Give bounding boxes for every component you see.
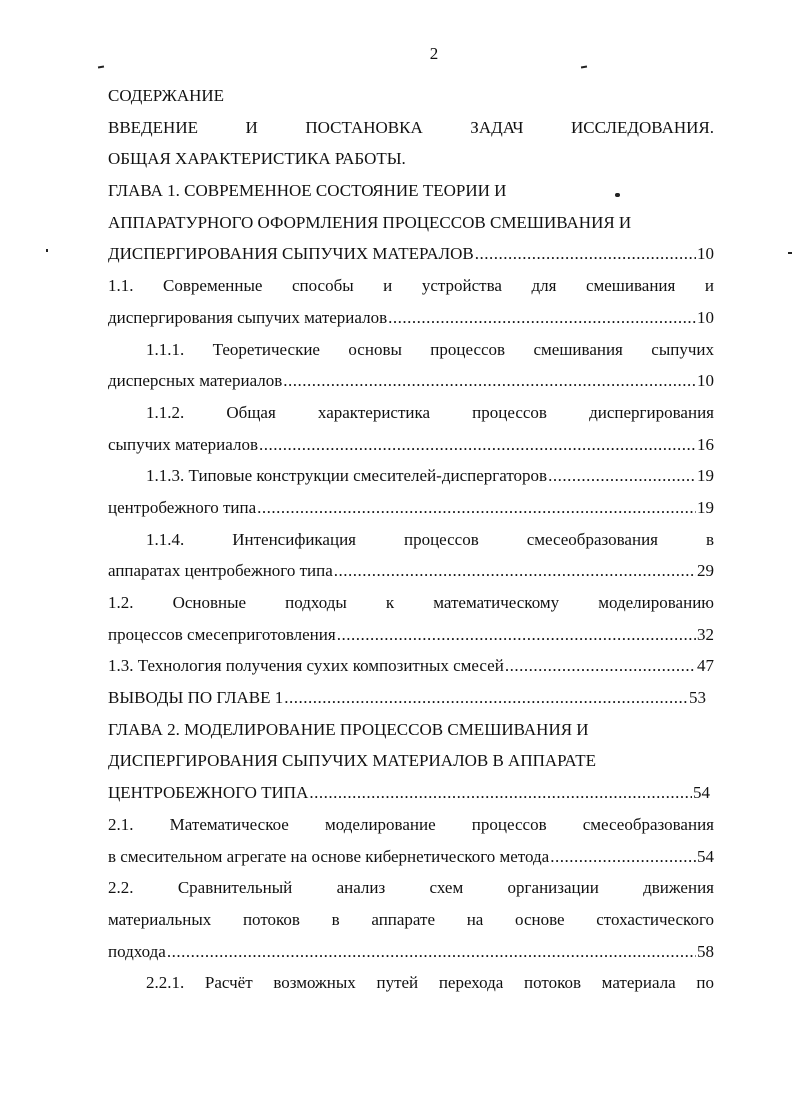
toc-line [108,587,714,619]
toc-entry-page: 10 [697,371,714,391]
toc-line [108,872,714,904]
toc-line-text: 1.1.1. Теоретические основы процессов смешивания сыпучих [146,339,714,359]
toc-entry [108,302,714,334]
toc-entry-page: 10 [697,307,714,327]
toc-line-text: 2.2.1. Расчёт возможных путей перехода потоков материала по [146,973,714,993]
scan-speck [46,249,48,252]
page-number: 2 [429,44,439,63]
toc-line-text: ГЛАВА 1. СОВРЕМЕННОЕ СОСТОЯНИЕ ТЕОРИИ И [108,181,507,201]
toc-entry [108,777,714,809]
toc-entry-text: ДИСПЕРГИРОВАНИЯ СЫПУЧИХ МАТЕРАЛОВ [108,244,474,264]
toc-entry [108,555,714,587]
toc-entry-page: 16 [697,434,714,454]
toc-entry-page: 19 [697,466,714,486]
scan-speck [98,65,104,68]
toc-entry [108,841,714,873]
toc-line [108,904,714,936]
toc-entry [108,619,714,651]
toc-line [108,334,714,366]
dot-leader [167,936,696,968]
toc-line-text: 2.1. Математическое моделирование процессов смесеобразования [108,814,714,834]
toc-entry [108,238,714,270]
dot-leader [334,555,696,587]
toc-entry-text: 1.3. Технология получения сухих композитных смесей [108,656,504,676]
toc-line-text: 1.1.4. Интенсификация процессов смесеобразования в [146,529,714,549]
toc-entry-page: 54 [697,846,714,866]
toc-entry [108,429,714,461]
scan-speck [788,252,792,254]
toc-line [108,524,714,556]
toc-line [108,270,714,302]
toc-line [108,175,714,207]
table-of-contents [108,80,714,999]
toc-entry-text: 1.1.3. Типовые конструкции смесителей-диспергаторов [146,466,548,486]
toc-entry-page: 29 [697,561,714,581]
toc-entry-page: 32 [697,624,714,644]
dot-leader [388,302,696,334]
toc-entry [108,682,714,714]
toc-entry-page: 58 [697,941,714,961]
toc-line [108,207,714,239]
toc-entry-text: дисперсных материалов [108,371,283,391]
toc-line [108,397,714,429]
toc-entry-text: подхода [108,941,166,961]
toc-entry [108,365,714,397]
dot-leader [550,841,696,873]
toc-line [108,967,714,999]
toc-entry-text: процессов смесеприготовления [108,624,336,644]
toc-line [108,745,714,777]
toc-line-text: ВВЕДЕНИЕ И ПОСТАНОВКА ЗАДАЧ ИССЛЕДОВАНИЯ. [108,117,714,137]
dot-leader [505,650,696,682]
toc-entry [108,936,714,968]
toc-line [108,143,714,175]
toc-entry-page: 19 [697,497,714,517]
toc-line [108,112,714,144]
toc-line [108,714,714,746]
scan-speck [581,65,587,68]
toc-line-text: 2.2. Сравнительный анализ схем организации движения [108,878,714,898]
dot-leader [259,429,696,461]
dot-leader [309,777,692,809]
toc-entry-page: 10 [697,244,714,264]
toc-line-text: 1.2. Основные подходы к математическому моделированию [108,593,714,612]
toc-line-text: ГЛАВА 2. МОДЕЛИРОВАНИЕ ПРОЦЕССОВ СМЕШИВАНИЯ И [108,719,589,739]
dot-leader [475,238,696,270]
toc-line-text: ОБЩАЯ ХАРАКТЕРИСТИКА РАБОТЫ. [108,149,406,169]
toc-title: СОДЕРЖАНИЕ [108,86,225,105]
dot-leader [284,682,688,714]
toc-entry-text: ЦЕНТРОБЕЖНОГО ТИПА [108,783,309,803]
toc-entry [108,460,714,492]
toc-line [108,809,714,841]
toc-entry-text: диспергирования сыпучих материалов [108,307,388,327]
toc-entry-text: центробежного типа [108,497,257,517]
toc-entry-page: 53 [689,688,706,708]
toc-entry [108,650,714,682]
toc-line-text: ДИСПЕРГИРОВАНИЯ СЫПУЧИХ МАТЕРИАЛОВ В АППАРАТЕ [108,751,596,771]
toc-line-text: АППАРАТУРНОГО ОФОРМЛЕНИЯ ПРОЦЕССОВ СМЕШИВАНИЯ И [108,212,632,232]
toc-line-text: 1.1.2. Общая характеристика процессов диспергирования [146,402,714,422]
toc-entry-text: аппаратах центробежного типа [108,561,333,581]
toc-line-text: 1.1. Современные способы и устройства для смешивания и [108,276,714,296]
dot-leader [257,492,696,524]
dot-leader [548,460,696,492]
toc-entry-text: сыпучих материалов [108,434,258,454]
toc-line-text: материальных потоков в аппарате на основе стохастического [108,909,714,929]
toc-entry-page: 47 [697,656,714,676]
toc-entry-text: ВЫВОДЫ ПО ГЛАВЕ 1 [108,688,284,708]
dot-leader [337,619,696,651]
toc-entry-text: в смесительном агрегате на основе кибернетического метода [108,846,550,866]
toc-entry-page: 54 [693,783,710,803]
dot-leader [283,365,696,397]
toc-entry [108,492,714,524]
